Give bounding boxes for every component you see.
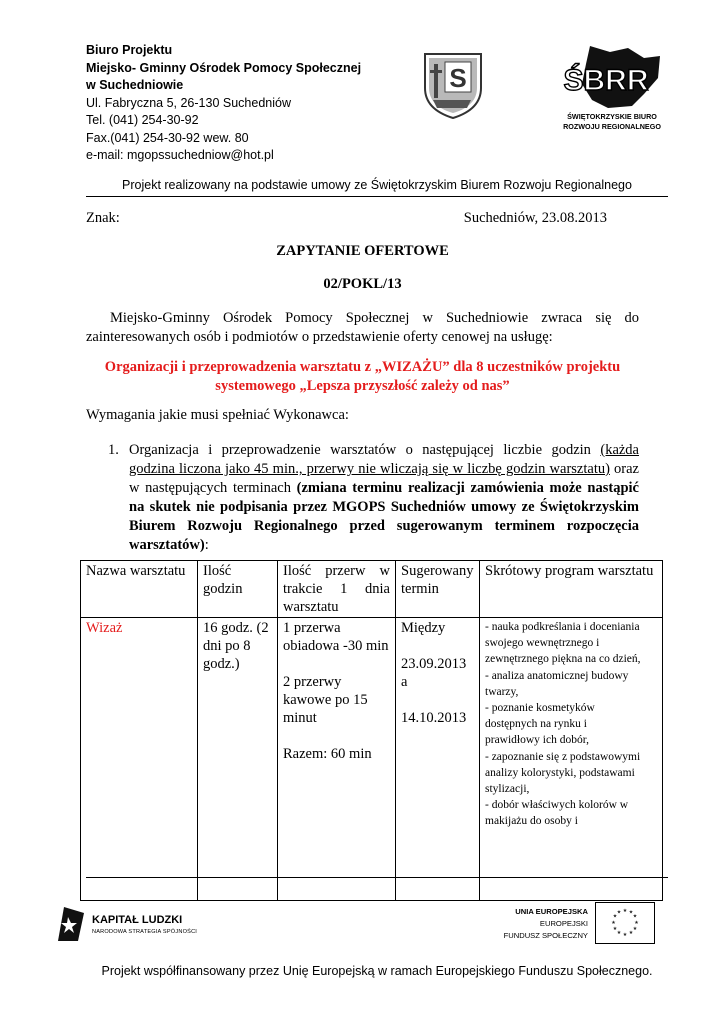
kapital-ludzki-title: KAPITAŁ LUDZKI [92,914,183,926]
eu-label-2: EUROPEJSKI [539,919,588,928]
workshop-table [80,560,663,901]
document-title: ZAPYTANIE OFERTOWE [276,243,449,259]
org-line-1: Biuro Projektu [86,43,173,57]
org-line-3: w Suchedniowie [86,78,184,92]
cell-term [396,618,480,901]
requirement-part-3: oraz w następujących terminach [129,461,639,496]
cell-workshop-name: Wizaż [81,618,198,901]
svg-text:★: ★ [628,930,634,936]
crest-letter: S [449,63,467,93]
organization-block [86,42,361,165]
org-email: e-mail: mgopssuchedniow@hot.pl [86,148,274,162]
svg-text:★: ★ [616,909,622,916]
breaks-line-2: 2 przerwy kawowe po 15 minut [283,674,368,726]
requirement-part-5: : [204,537,209,553]
org-address: Ul. Fabryczna 5, 26-130 Suchedniów [86,95,291,110]
term-and: a [401,674,408,690]
sbrr-caption-line-1: ŚWIĘTOKRZYSKIE BIURO [567,112,657,121]
breaks-total: Razem: 60 min [283,746,372,762]
cell-program [480,618,663,901]
header-breaks: Ilość przerw w trakcie 1 dnia warsztatu [278,561,396,618]
eu-label-1: UNIA EUROPEJSKA [515,907,588,916]
requirement-hours-note: (każda godzina liczona jako 45 min., przerwy nie wliczają się w liczbę godzin warsztatu) [129,442,639,477]
eu-flag-icon [595,902,655,944]
term-start: 23.09.2013 [401,656,467,672]
svg-text:★: ★ [632,926,638,932]
header-program: Skrótowy program warsztatu [480,561,663,618]
term-end: 14.10.2013 [401,710,467,726]
intro-paragraph [86,309,639,347]
place-and-date: Suchedniów, 23.08.2013 [463,210,607,226]
svg-text:★: ★ [634,920,639,926]
coat-of-arms-logo [421,50,485,120]
reference-label: Znak: [86,210,120,226]
intro-text: Miejsko-Gminny Ośrodek Pomocy Społecznej w Suchedniowie zwraca się do zainteresowanych osób i podmiotów o przedstawienie oferty cenowej na usługę: [86,310,639,345]
cell-hours: 16 godz. (2 dni po 8 godz.) [198,618,278,901]
header-workshop-name: Nazwa warsztatu [81,561,198,618]
org-fax: Fax.(041) 254-30-92 wew. 80 [86,130,249,145]
svg-text:★: ★ [612,913,618,920]
subject-line-2: systemowego „Lepsza przyszłość zależy od nas” [215,378,510,394]
table-row [81,618,663,901]
header-hours: Ilość godzin [198,561,278,618]
header-term: Sugerowany termin [396,561,480,618]
program-item: - nauka podkreślania i doceniania swojego wewnętrznego i zewnętrznego piękna na co dzień, [485,621,641,666]
org-line-2: Miejsko- Gminny Ośrodek Pomocy Społecznej [86,60,362,75]
sbrr-logo [548,44,664,110]
sbrr-caption-line-2: ROZWOJU REGIONALNEGO [563,122,661,131]
document-number: 02/POKL/13 [323,276,402,292]
svg-text:★: ★ [622,908,628,914]
svg-text:★: ★ [632,913,638,920]
project-line: Projekt realizowany na podstawie umowy ze Świętokrzyskim Biurem Rozwoju Regionalnego [122,178,632,192]
cofinancing-note: Projekt współfinansowany przez Unię Europejską w ramach Europejskiego Funduszu Społecznego. [101,964,653,978]
requirement-text [129,441,639,555]
svg-text:★: ★ [616,930,622,936]
subject-heading [86,358,639,396]
org-tel: Tel. (041) 254-30-92 [86,113,199,127]
cell-breaks [278,618,396,901]
sbrr-logo-text: ŚBRR [563,64,649,97]
svg-text:★: ★ [628,909,634,916]
svg-text:★: ★ [622,932,628,938]
svg-text:★: ★ [612,926,618,932]
requirement-part-1: Organizacja i przeprowadzenie warsztatów o następującej liczbie godzin [129,442,601,458]
program-item: - zapoznanie się z podstawowymi analizy kolorystyki, podstawami stylizacji, [485,750,641,796]
table-header-row [81,561,663,618]
footer-divider [86,877,668,878]
program-item: - poznanie kosmetyków dostępnych na rynku i prawidłowy ich dobór, [485,702,595,747]
subject-line-1: Organizacji i przeprowadzenia warsztatu z „WIZAŻU” dla 8 uczestników projektu [104,359,621,375]
requirements-heading: Wymagania jakie musi spełniać Wykonawca: [86,407,349,423]
kapital-ludzki-subtitle: NARODOWA STRATEGIA SPÓJNOŚCI [92,929,198,935]
header-divider [86,196,668,197]
eu-label-3: FUNDUSZ SPOŁECZNY [503,931,588,940]
term-between: Między [401,620,446,636]
requirement-term-note: (zmiana terminu realizacji zamówienia może nastąpić na skutek nie podpisania przez MGOPS Suchedniów umowy ze Świętokrzyskim Biurem Rozwoju Regionalnego przed sugerowanym terminem rozpoczęcia warsztatów) [129,480,639,553]
breaks-line-1: 1 przerwa obiadowa -30 min [283,620,389,654]
svg-text:★: ★ [611,920,616,926]
kapital-ludzki-logo-icon [56,903,86,943]
program-item: - dobór właściwych kolorów w makijażu do osoby i [485,799,629,828]
program-item: - analiza anatomicznej budowy twarzy, [485,669,629,698]
sbrr-caption [556,112,668,132]
requirement-number: 1. [108,442,119,458]
